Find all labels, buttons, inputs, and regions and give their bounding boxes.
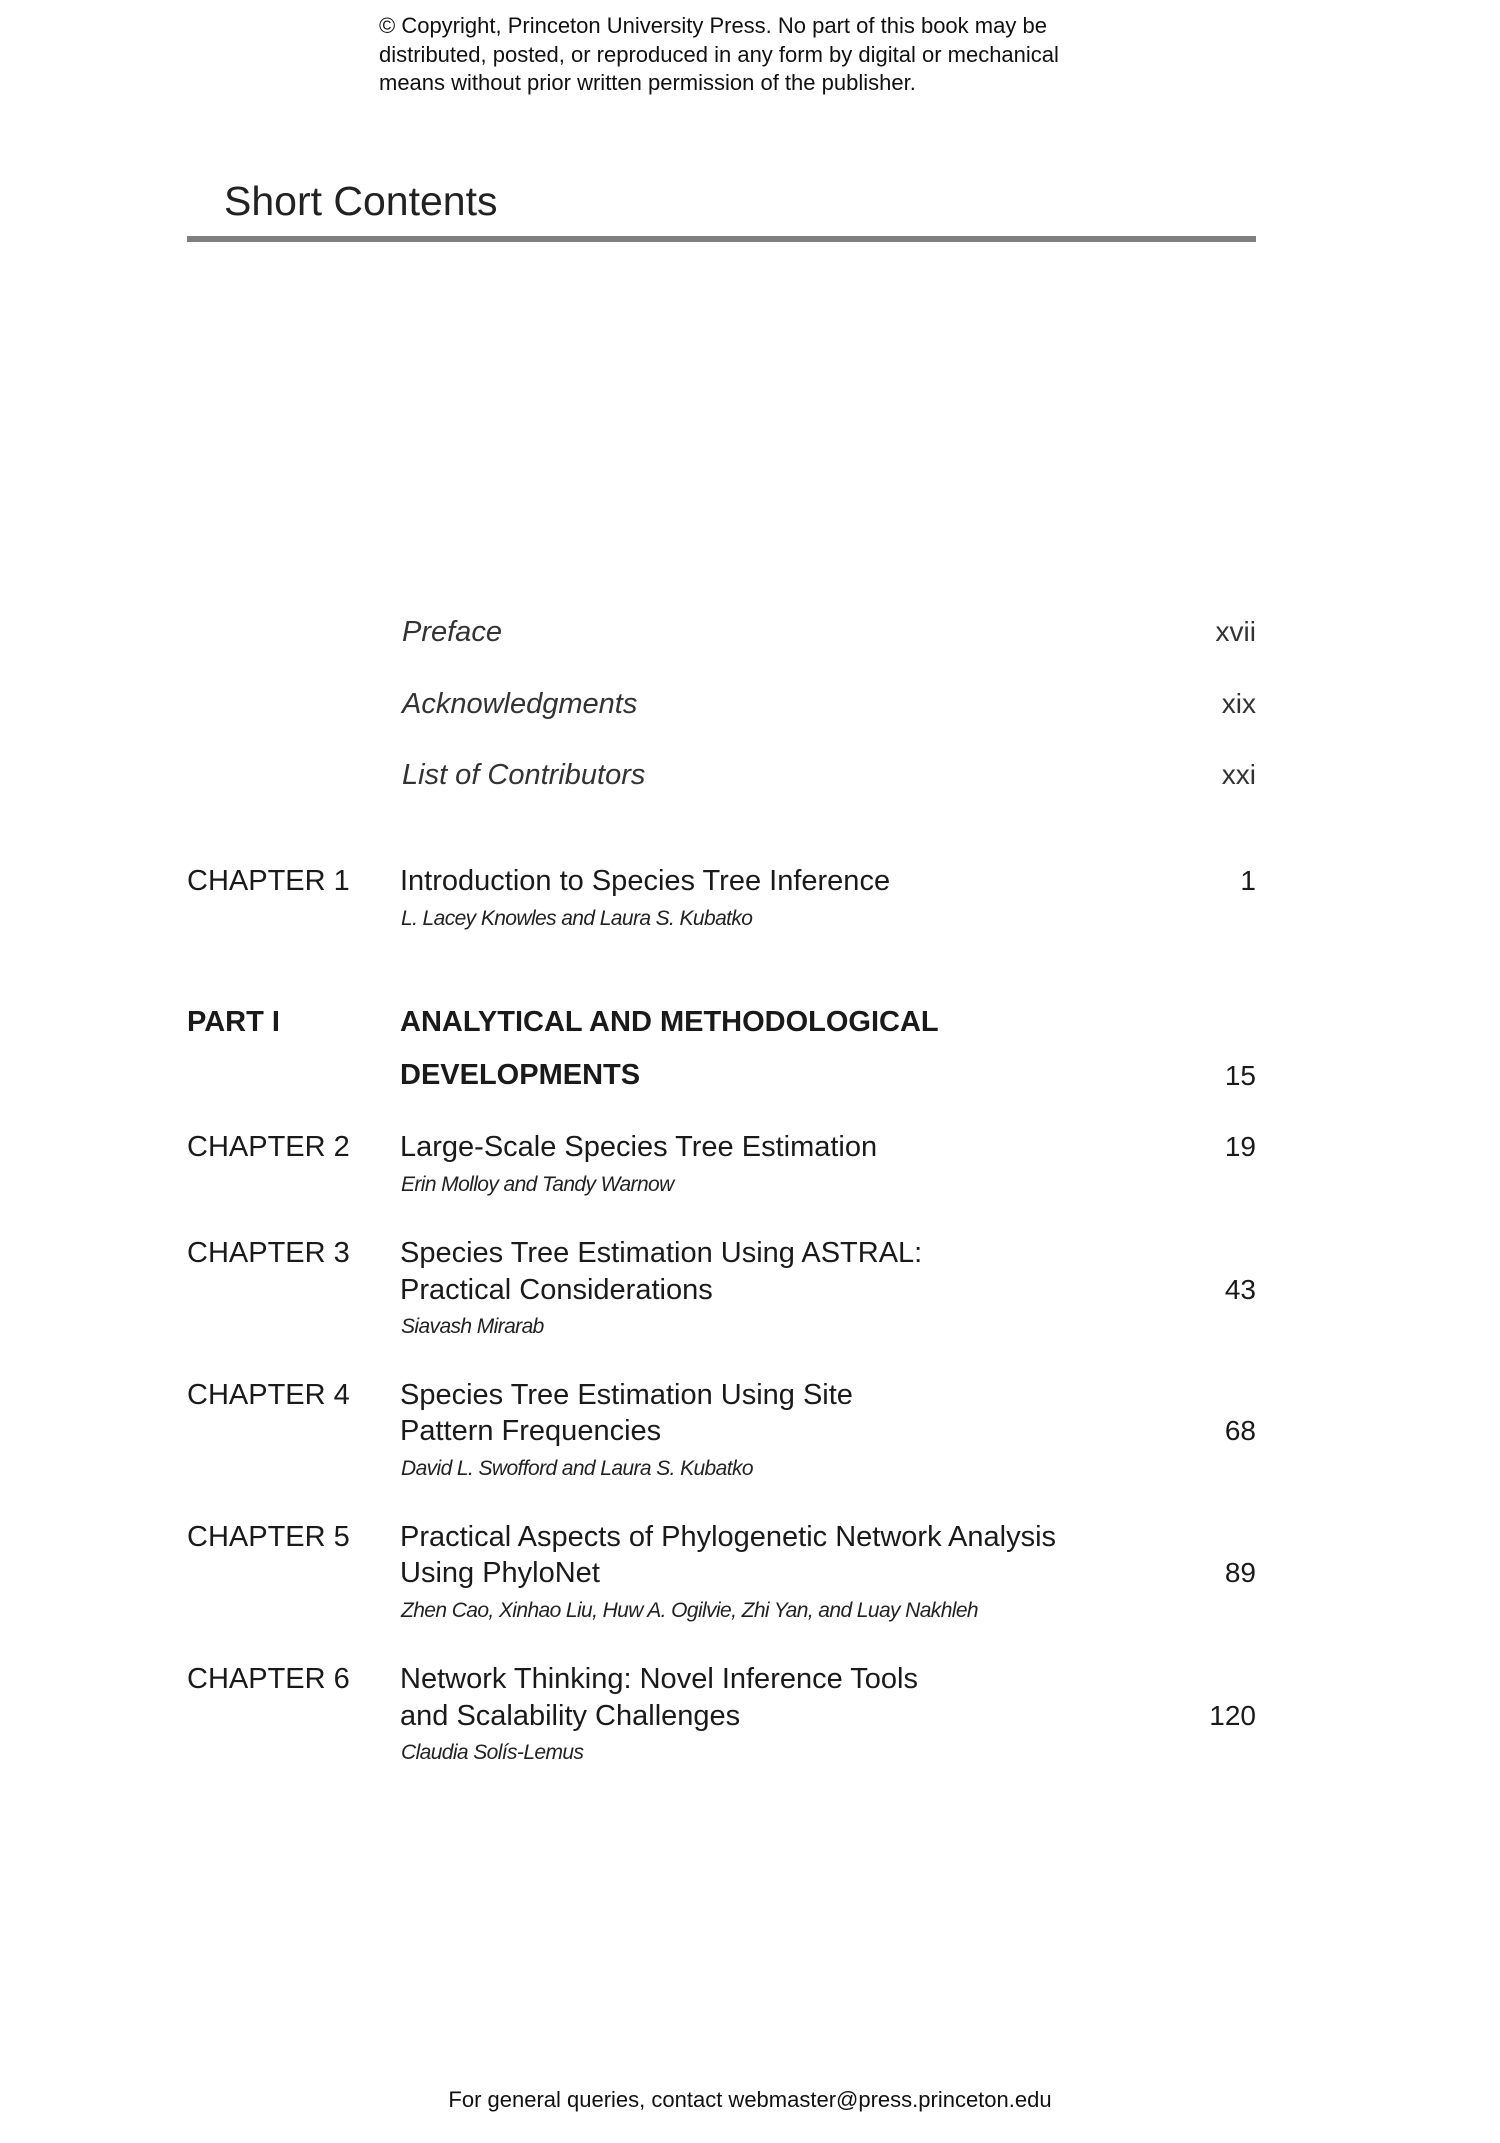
toc-entry-preface[interactable]: Preface bbox=[402, 616, 502, 648]
page-number: xvii bbox=[1215, 616, 1256, 647]
chapter-authors: Claudia Solís-Lemus bbox=[401, 1741, 584, 1764]
chapter-label: CHAPTER 6 bbox=[187, 1663, 350, 1695]
page-title: Short Contents bbox=[224, 178, 498, 224]
page-number: 89 bbox=[1224, 1557, 1256, 1588]
part-title[interactable]: ANALYTICAL AND METHODOLOGICAL bbox=[400, 1006, 939, 1038]
chapter-title[interactable]: and Scalability Challenges bbox=[400, 1700, 741, 1732]
copyright-line: means without prior written permission of the publisher. bbox=[379, 70, 916, 95]
chapter-title[interactable]: Species Tree Estimation Using ASTRAL: bbox=[400, 1237, 923, 1269]
chapter-authors: Zhen Cao, Xinhao Liu, Huw A. Ogilvie, Zhi Yan, and Luay Nakhleh bbox=[401, 1599, 979, 1622]
page-number: 120 bbox=[1209, 1700, 1256, 1731]
page-number: xxi bbox=[1221, 759, 1256, 790]
page-number: 68 bbox=[1224, 1415, 1256, 1446]
page-number: 1 bbox=[1240, 865, 1256, 896]
copyright-line: distributed, posted, or reproduced in any form by digital or mechanical bbox=[379, 42, 1059, 67]
page-number: 19 bbox=[1224, 1131, 1256, 1162]
part-title[interactable]: DEVELOPMENTS bbox=[400, 1059, 641, 1091]
chapter-title[interactable]: Practical Aspects of Phylogenetic Network Analysis bbox=[400, 1521, 1057, 1553]
toc-entry-contributors[interactable]: List of Contributors bbox=[402, 759, 646, 791]
chapter-title[interactable]: Using PhyloNet bbox=[400, 1557, 600, 1589]
heading-rule bbox=[187, 236, 1256, 242]
chapter-label: CHAPTER 2 bbox=[187, 1131, 350, 1163]
chapter-authors: Erin Molloy and Tandy Warnow bbox=[401, 1173, 674, 1196]
chapter-authors: L. Lacey Knowles and Laura S. Kubatko bbox=[401, 907, 753, 930]
part-label: PART I bbox=[187, 1006, 280, 1038]
page-number: 43 bbox=[1224, 1274, 1256, 1305]
chapter-label: CHAPTER 1 bbox=[187, 865, 350, 897]
chapter-title[interactable]: Pattern Frequencies bbox=[400, 1415, 662, 1447]
chapter-label: CHAPTER 4 bbox=[187, 1379, 350, 1411]
footer-contact: For general queries, contact webmaster@press.princeton.edu bbox=[448, 2087, 1052, 2112]
chapter-label: CHAPTER 5 bbox=[187, 1521, 350, 1553]
chapter-authors: Siavash Mirarab bbox=[401, 1315, 544, 1338]
toc-entry-acknowledgments[interactable]: Acknowledgments bbox=[402, 688, 638, 720]
chapter-title[interactable]: Practical Considerations bbox=[400, 1274, 713, 1306]
chapter-title[interactable]: Network Thinking: Novel Inference Tools bbox=[400, 1663, 918, 1695]
chapter-title[interactable]: Large-Scale Species Tree Estimation bbox=[400, 1131, 878, 1163]
page-number: xix bbox=[1221, 688, 1256, 719]
chapter-title[interactable]: Species Tree Estimation Using Site bbox=[400, 1379, 853, 1411]
chapter-authors: David L. Swofford and Laura S. Kubatko bbox=[401, 1457, 753, 1480]
chapter-title[interactable]: Introduction to Species Tree Inference bbox=[400, 865, 891, 897]
chapter-label: CHAPTER 3 bbox=[187, 1237, 350, 1269]
copyright-line: © Copyright, Princeton University Press. No part of this book may be bbox=[379, 13, 1047, 38]
page-number: 15 bbox=[1224, 1060, 1256, 1091]
